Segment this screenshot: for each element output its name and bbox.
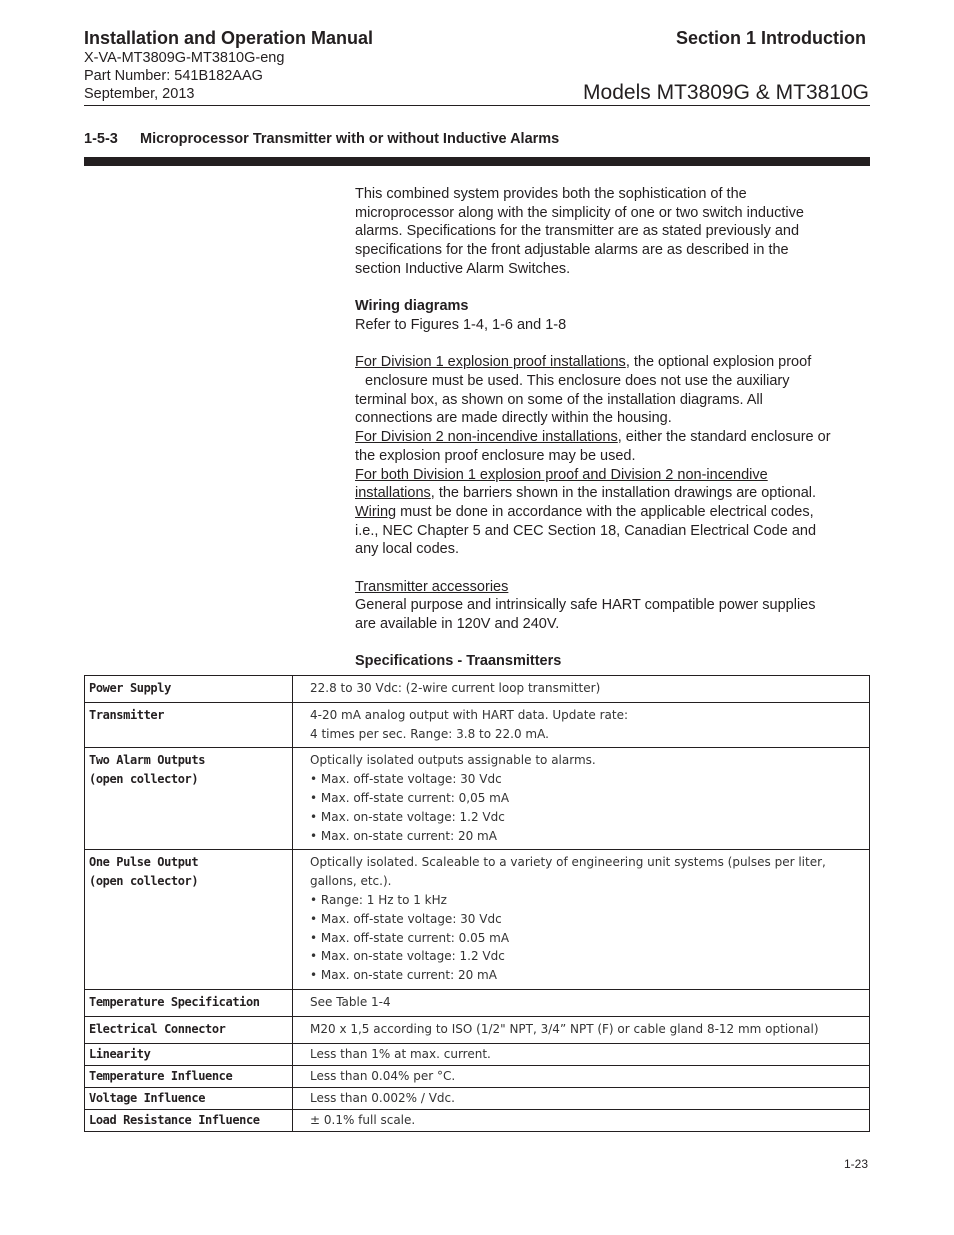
spec-label-line: Electrical Connector xyxy=(89,1021,226,1036)
heading-bar xyxy=(84,157,870,166)
spec-label-line: Two Alarm Outputs xyxy=(89,753,206,768)
spec-value-line: gallons, etc.). xyxy=(310,874,392,889)
spec-row xyxy=(85,676,870,703)
wiring-line: Wiring must be done in accordance with the applicable electrical codes, xyxy=(355,503,814,520)
intro-line: specifications for the front adjustable alarms are as described in the xyxy=(355,242,789,259)
header-left xyxy=(84,27,504,103)
accessories-line: General purpose and intrinsically safe HART compatible power supplies xyxy=(355,597,816,614)
both-divisions-line: installations, the barriers shown in the installation drawings are optional. xyxy=(355,485,817,502)
spec-value xyxy=(293,1109,870,1131)
spec-value xyxy=(293,702,870,748)
spec-label xyxy=(85,1087,293,1109)
header-rule xyxy=(84,105,870,106)
wiring-diagrams-title: Wiring diagrams xyxy=(355,298,469,315)
spec-row xyxy=(85,1109,870,1131)
division1-line: enclosure must be used. This enclosure does not use the auxiliary xyxy=(365,373,790,389)
division2-line: the explosion proof enclosure may be used. xyxy=(355,447,636,464)
page-number: 1-23 xyxy=(843,1157,868,1171)
spec-value-line: Optically isolated. Scaleable to a variety of engineering unit systems (pulses per liter, xyxy=(310,855,826,870)
spec-value-line: See Table 1-4 xyxy=(310,994,391,1009)
part-number: Part Number: 541B182AAG xyxy=(84,68,263,84)
spec-value xyxy=(293,1043,870,1065)
spec-label xyxy=(85,989,293,1016)
installations-link: installations xyxy=(355,485,431,502)
spec-value-line: 4-20 mA analog output with HART data. Update rate: xyxy=(310,707,629,722)
spec-row xyxy=(85,1016,870,1043)
spec-value-line: Less than 0.04% per °C. xyxy=(310,1068,456,1083)
spec-value-line: • Max. off-state current: 0.05 mA xyxy=(310,930,510,945)
intro-line: This combined system provides both the sophistication of the xyxy=(355,186,747,202)
spec-label xyxy=(85,702,293,748)
spec-value-line: Optically isolated outputs assignable to alarms. xyxy=(310,753,596,768)
accessories-line: are available in 120V and 240V. xyxy=(355,616,560,633)
spec-label-line: (open collector) xyxy=(89,874,199,889)
spec-value-line: ± 0.1% full scale. xyxy=(310,1112,416,1127)
spec-label xyxy=(85,1065,293,1087)
spec-value xyxy=(293,676,870,703)
spec-value xyxy=(293,1016,870,1043)
spec-label-line: One Pulse Output xyxy=(89,855,199,870)
intro-line: section Inductive Alarm Switches. xyxy=(355,260,571,277)
spec-value-line: • Max. on-state voltage: 1.2 Vdc xyxy=(310,949,505,964)
accessories-title: Transmitter accessories xyxy=(355,578,509,595)
spec-value xyxy=(293,1087,870,1109)
spec-table-title: Specifications - Traansmitters xyxy=(355,653,562,669)
spec-value-line: • Max. off-state voltage: 30 Vdc xyxy=(310,772,502,787)
spec-value-line: 22.8 to 30 Vdc: (2-wire current loop transmitter) xyxy=(310,681,601,695)
both-divisions-link: For both Division 1 explosion proof and Division 2 non-incendive xyxy=(355,466,768,483)
division1-link: For Division 1 explosion proof installations xyxy=(355,354,626,371)
division2-link: For Division 2 non-incendive installations xyxy=(355,429,618,446)
spec-table xyxy=(84,675,870,1132)
spec-label xyxy=(85,1109,293,1131)
spec-label-line: Load Resistance Influence xyxy=(89,1112,260,1127)
body-text xyxy=(355,185,870,634)
spec-row xyxy=(85,1065,870,1087)
wiring-word: Wiring xyxy=(355,503,397,520)
spec-value xyxy=(293,1065,870,1087)
division1-line: For Division 1 explosion proof installations, the optional explosion proof xyxy=(355,354,812,371)
spec-label-line: Temperature Specification xyxy=(89,994,260,1009)
spec-label-line: Voltage Influence xyxy=(89,1090,206,1105)
spec-value xyxy=(293,989,870,1016)
models-title: Models MT3809G & MT3810G xyxy=(583,81,869,104)
spec-value-line: Less than 0.002% / Vdc. xyxy=(310,1090,455,1105)
spec-value-line: • Max. off-state voltage: 30 Vdc xyxy=(310,911,502,926)
intro-line: microprocessor along with the simplicity of one or two switch inductive xyxy=(355,204,804,221)
spec-label xyxy=(85,748,293,850)
spec-value xyxy=(293,850,870,990)
section-title: Section 1 Introduction xyxy=(675,28,866,48)
spec-row xyxy=(85,1087,870,1109)
subsection-title: Microprocessor Transmitter with or without Inductive Alarms xyxy=(140,131,560,147)
spec-row xyxy=(85,702,870,748)
spec-value-line: • Max. off-state current: 0,05 mA xyxy=(310,790,510,805)
intro-line: alarms. Specifications for the transmitter are as stated previously and xyxy=(355,223,800,240)
spec-row xyxy=(85,989,870,1016)
wiring-line: i.e., NEC Chapter 5 and CEC Section 18, Canadian Electrical Code and xyxy=(355,522,817,539)
spec-value xyxy=(293,748,870,850)
spec-label xyxy=(85,1043,293,1065)
spec-value-line: • Max. on-state current: 20 mA xyxy=(310,968,497,983)
spec-label xyxy=(85,850,293,990)
spec-row xyxy=(85,850,870,990)
spec-value-line: • Max. on-state voltage: 1.2 Vdc xyxy=(310,809,505,824)
doc-date: September, 2013 xyxy=(84,86,195,102)
spec-row xyxy=(85,748,870,850)
wiring-line: any local codes. xyxy=(355,541,459,558)
subsection-number: 1-5-3 xyxy=(84,131,118,147)
spec-row xyxy=(85,1043,870,1065)
spec-value-line: M20 x 1,5 according to ISO (1/2" NPT, 3/4” NPT (F) or cable gland 8-12 mm optional) xyxy=(310,1021,819,1036)
spec-value-line: Less than 1% at max. current. xyxy=(310,1046,491,1061)
spec-value-line: 4 times per sec. Range: 3.8 to 22.0 mA. xyxy=(310,726,549,741)
manual-title: Installation and Operation Manual xyxy=(84,28,374,48)
division2-line: For Division 2 non-incendive installations, either the standard enclosure or xyxy=(355,429,831,446)
doc-code: X-VA-MT3809G-MT3810G-eng xyxy=(84,50,285,66)
spec-label-line: Linearity xyxy=(89,1046,151,1061)
wiring-diagrams-ref: Refer to Figures 1-4, 1-6 and 1-8 xyxy=(355,316,567,333)
spec-label-line: Power Supply xyxy=(89,681,171,695)
subsection-heading xyxy=(84,130,559,148)
spec-label-line: (open collector) xyxy=(89,772,199,787)
spec-label-line: Temperature Influence xyxy=(89,1068,233,1083)
division1-line: terminal box, as shown on some of the installation diagrams. All xyxy=(355,391,763,408)
spec-value-line: • Max. on-state current: 20 mA xyxy=(310,828,497,843)
spec-label xyxy=(85,676,293,703)
spec-label-line: Transmitter xyxy=(89,707,165,722)
spec-value-line: • Range: 1 Hz to 1 kHz xyxy=(310,892,447,907)
spec-label xyxy=(85,1016,293,1043)
division1-line: connections are made directly within the housing. xyxy=(355,410,672,427)
